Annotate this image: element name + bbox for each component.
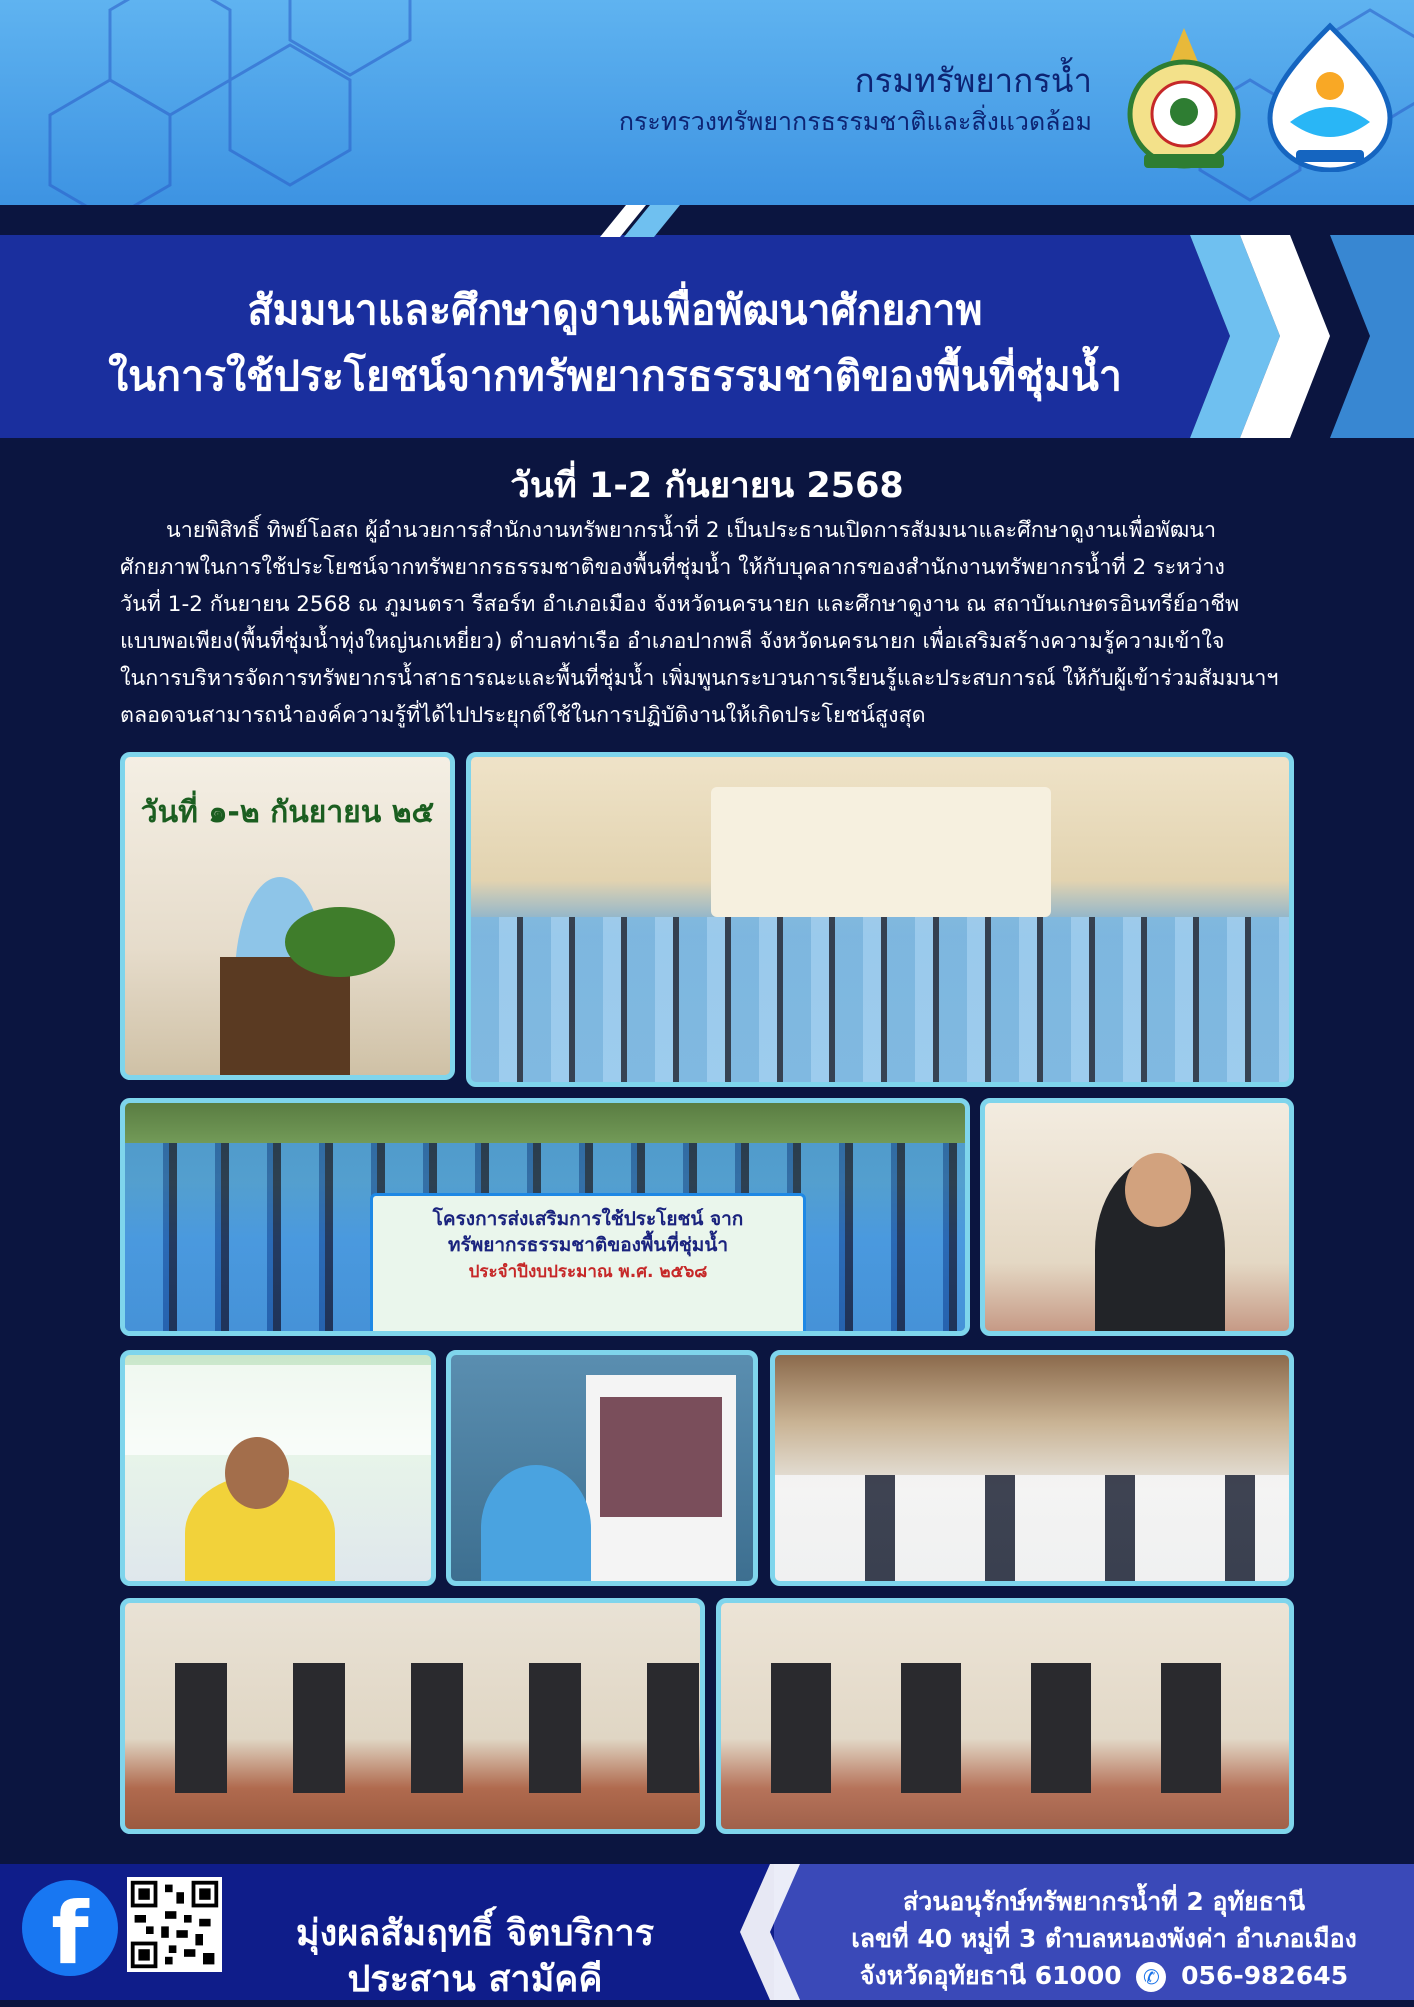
photo-panel-discussion-left [120,1598,705,1834]
tables [775,1475,1294,1586]
photo-banner-text: วันที่ ๑-๒ กันยายน ๒๕ [140,794,435,830]
photo-group-outdoor-banner [120,1098,970,1336]
office-address: เลขที่ 40 หมู่ที่ 3 ตำบลหนองพังค่า อำเภอเมือง [851,1924,1357,1953]
project-banner-subtext: ประจำปีงบประมาณ พ.ศ. ๒๕๖๘ [468,1262,708,1282]
page-title-line1: สัมมนาและศึกษาดูงานเพื่อพัฒนาศักยภาพ [247,286,983,334]
photo-speaker-microphone [980,1098,1294,1336]
panel-speakers [135,1663,700,1793]
ministry-emblem-logo [1120,22,1248,172]
slogan-line1: มุ่งผลสัมฤทธิ์ จิตบริการ [295,1913,655,1954]
office-address-phone [824,1956,1384,1996]
body-line: ตลอดจนสามารถนำองค์ความรู้ที่ได้ไปประยุกต์ใช้ในการปฏิบัติงานให้เกิดประโยชน์สูงสุด [120,703,926,728]
org-name: กรมทรัพยากรน้ำ [854,61,1092,100]
office-postal: จังหวัดอุทัยธานี 61000 [859,1961,1122,1990]
title-accent-stripe [600,205,680,237]
header [0,0,1414,205]
body-line: ศักยภาพในการใช้ประโยชน์จากทรัพยากรธรรมชาติของพื้นที่ชุ่มน้ำ ให้กับบุคลากรของสำนักงานทรัพยากรน้ำที่ 2 ระหว่าง [120,555,1225,580]
speaker-head [1125,1153,1191,1227]
speaker-head [225,1437,289,1509]
wall-banner [125,1365,436,1455]
presenter-figure [481,1465,591,1586]
stage-backdrop [711,787,1051,917]
water-department-emblem-logo [1266,22,1394,172]
flower-arrangement [285,907,395,977]
body-line: วันที่ 1-2 กันยายน 2568 ณ ภูมนตรา รีสอร์ท อำเภอเมือง จังหวัดนครนายก และศึกษาดูงาน ณ สถาบันเกษตรอินทรีย์อาชีพ [120,592,1240,617]
qr-code[interactable] [127,1877,222,1972]
ministry-name: กระทรวงทรัพยากรธรรมชาติและสิ่งแวดล้อม [618,107,1092,136]
body-paragraph [120,512,1310,734]
photo-seminar-room [770,1350,1294,1586]
photo-group-indoor [466,752,1294,1087]
phone-number[interactable]: 056-982645 [1181,1961,1349,1990]
page-title-line2: ในการใช้ประโยชน์จากทรัพยากรธรรมชาติของพื้นที่ชุ่มน้ำ [108,352,1122,400]
facebook-icon[interactable]: f [22,1880,118,1976]
photo-map-presentation [446,1350,758,1586]
body-line: แบบพอเพียง(พื้นที่ชุ่มน้ำทุ่งใหญ่นกเหยี่ยว) ตำบลท่าเรือ อำเภอปากพลี จังหวัดนครนายก เพื่อเสริมสร้างความรู้ความเข้าใจ [120,629,1225,654]
panel-speakers [741,1663,1281,1793]
photo-speaker-podium [120,752,455,1080]
event-date: วันที่ 1-2 กันยายน 2568 [510,466,904,506]
body-line: ในการบริหารจัดการทรัพยากรน้ำสาธารณะและพื้นที่ชุ่มน้ำ เพิ่มพูนกระบวนการเรียนรู้และประสบการณ์ ให้กับผู้เข้าร่วมสัมมนาฯ [120,666,1279,691]
footer-chevron [730,1864,800,2000]
map-board [586,1375,736,1585]
office-name: ส่วนอนุรักษ์ทรัพยากรน้ำที่ 2 อุทัยธานี [902,1887,1306,1916]
satellite-map [600,1397,722,1517]
photo-speaker-yellow-shirt [120,1350,436,1586]
slogan-line2: ประสาน สามัคคี [347,1959,603,2000]
project-banner [370,1193,806,1336]
body-line: นายพิสิทธิ์ ทิพย์โอสถ ผู้อำนวยการสำนักงานทรัพยากรน้ำที่ 2 เป็นประธานเปิดการสัมมนาและศึกษาดูงานเพื่อพัฒนา [166,518,1217,543]
photo-panel-discussion-right [716,1598,1294,1834]
phone-icon: ✆ [1136,1962,1166,1992]
project-banner-text: โครงการส่งเสริมการใช้ประโยชน์ จากทรัพยากรธรรมชาติของพื้นที่ชุ่มน้ำ [432,1208,744,1256]
crowd [471,917,1294,1087]
